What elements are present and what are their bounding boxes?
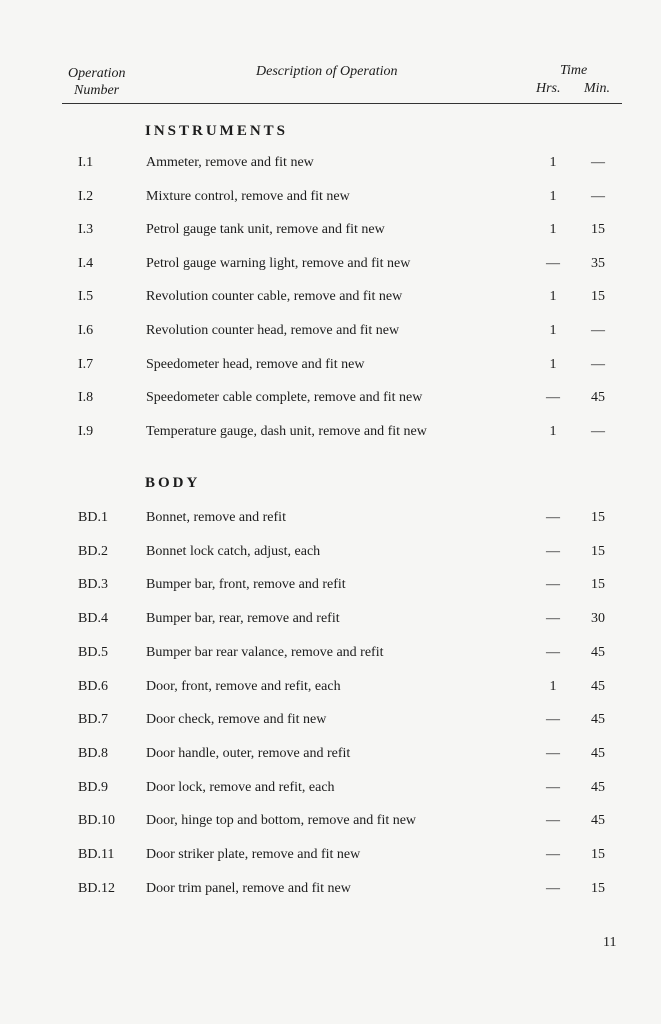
operation-description: Bumper bar rear valance, remove and refit	[146, 644, 384, 660]
operation-number: BD.6	[78, 678, 108, 694]
section-title: BODY	[145, 475, 201, 491]
time-hours: —	[546, 543, 560, 559]
operation-number: I.9	[78, 423, 94, 439]
operation-number: BD.12	[78, 880, 115, 896]
header-time: Time	[560, 63, 588, 78]
operation-description: Door trim panel, remove and fit new	[146, 880, 351, 896]
operation-description: Speedometer head, remove and fit new	[146, 356, 365, 372]
operation-description: Door lock, remove and refit, each	[146, 779, 335, 795]
table-row	[0, 390, 661, 414]
time-minutes: 45	[591, 712, 605, 728]
operation-description: Ammeter, remove and fit new	[146, 155, 314, 170]
time-hours: —	[546, 644, 560, 660]
time-minutes: —	[591, 423, 605, 439]
operation-number: BD.5	[78, 644, 108, 660]
operation-description: Revolution counter cable, remove and fit new	[146, 289, 403, 305]
time-minutes: 45	[591, 745, 605, 761]
table-row	[0, 189, 661, 213]
time-hours: —	[546, 813, 560, 829]
table-row	[0, 813, 661, 837]
operation-description: Door handle, outer, remove and refit	[146, 745, 351, 761]
operation-description: Door, front, remove and refit, each	[146, 678, 341, 694]
time-minutes: 45	[591, 813, 605, 829]
table-row	[0, 645, 661, 669]
time-hours: —	[546, 779, 560, 795]
operation-number: I.4	[78, 255, 94, 271]
page-number: 11	[603, 935, 617, 950]
table-row	[0, 222, 661, 246]
time-hours: —	[546, 577, 560, 593]
time-minutes: 15	[591, 510, 605, 525]
section-title: INSTRUMENTS	[145, 123, 289, 139]
table-row	[0, 323, 661, 347]
operation-number: I.1	[78, 155, 94, 170]
operation-description: Mixture control, remove and fit new	[146, 188, 350, 204]
time-minutes: —	[591, 188, 605, 204]
operation-number: I.5	[78, 289, 94, 305]
time-hours: 1	[549, 155, 557, 170]
operation-description: Door striker plate, remove and fit new	[146, 847, 361, 862]
table-row	[0, 155, 661, 179]
operation-number: BD.10	[78, 813, 115, 829]
header-operation-line2: Number	[74, 83, 120, 98]
operation-description: Speedometer cable complete, remove and fit new	[146, 390, 423, 406]
time-hours: 1	[549, 678, 557, 694]
table-row	[0, 510, 661, 534]
time-minutes: 15	[591, 880, 605, 896]
time-minutes: —	[591, 323, 605, 338]
time-hours: —	[546, 712, 560, 728]
operation-description: Door, hinge top and bottom, remove and fit new	[146, 813, 417, 829]
time-hours: 1	[549, 289, 557, 305]
time-minutes: 35	[591, 255, 605, 271]
table-row	[0, 289, 661, 313]
operation-number: I.8	[78, 390, 94, 406]
time-minutes: 15	[591, 577, 605, 593]
header-rule	[62, 103, 622, 104]
time-hours: —	[546, 745, 560, 761]
table-row	[0, 256, 661, 280]
table-row	[0, 847, 661, 871]
operation-description: Bumper bar, front, remove and refit	[146, 577, 346, 593]
header-min: Min.	[584, 81, 611, 96]
table-row	[0, 357, 661, 381]
time-hours: —	[546, 611, 560, 627]
time-hours: 1	[549, 323, 557, 338]
operation-description: Bumper bar, rear, remove and refit	[146, 611, 340, 627]
time-minutes: 15	[591, 222, 605, 238]
operation-description: Revolution counter head, remove and fit new	[146, 323, 400, 338]
table-row	[0, 881, 661, 905]
time-minutes: —	[591, 356, 605, 372]
time-minutes: 15	[591, 543, 605, 559]
header-operation-line1: Operation	[68, 66, 126, 81]
operation-number: BD.7	[78, 712, 108, 728]
operation-description: Temperature gauge, dash unit, remove and fit new	[146, 423, 427, 439]
time-hours: 1	[549, 423, 557, 439]
time-hours: —	[546, 390, 560, 406]
operation-number: BD.4	[78, 611, 108, 627]
operation-description: Door check, remove and fit new	[146, 712, 327, 728]
operation-description: Petrol gauge warning light, remove and fit new	[146, 255, 411, 271]
operation-number: BD.8	[78, 745, 108, 761]
table-row	[0, 780, 661, 804]
table-row	[0, 679, 661, 703]
time-hours: —	[546, 510, 560, 525]
operation-description: Bonnet, remove and refit	[146, 510, 286, 525]
operation-number: BD.11	[78, 847, 115, 862]
operation-number: I.2	[78, 188, 94, 204]
table-row	[0, 544, 661, 568]
time-hours: 1	[549, 222, 557, 238]
time-minutes: 15	[591, 289, 605, 305]
operation-number: I.7	[78, 356, 94, 372]
time-hours: —	[546, 847, 560, 862]
operation-number: I.6	[78, 323, 94, 338]
operation-number: BD.1	[78, 510, 108, 525]
time-minutes: 45	[591, 779, 605, 795]
operation-number: BD.9	[78, 779, 108, 795]
table-row	[0, 577, 661, 601]
operation-number: BD.2	[78, 543, 108, 559]
operation-description: Petrol gauge tank unit, remove and fit new	[146, 222, 385, 238]
time-minutes: 45	[591, 644, 605, 660]
time-hours: 1	[549, 188, 557, 204]
table-row	[0, 424, 661, 448]
operation-number: I.3	[78, 222, 94, 238]
operation-description: Bonnet lock catch, adjust, each	[146, 543, 321, 559]
time-minutes: 45	[591, 390, 605, 406]
header-description: Description of Operation	[256, 64, 398, 79]
header-hrs: Hrs.	[536, 81, 561, 96]
table-row	[0, 712, 661, 736]
time-hours: —	[546, 880, 560, 896]
operation-number: BD.3	[78, 577, 108, 593]
time-minutes: 30	[591, 611, 605, 627]
table-row	[0, 746, 661, 770]
time-hours: 1	[549, 356, 557, 372]
table-row	[0, 611, 661, 635]
time-minutes: 15	[591, 847, 605, 862]
time-hours: —	[546, 255, 560, 271]
time-minutes: 45	[591, 678, 605, 694]
time-minutes: —	[591, 155, 605, 170]
